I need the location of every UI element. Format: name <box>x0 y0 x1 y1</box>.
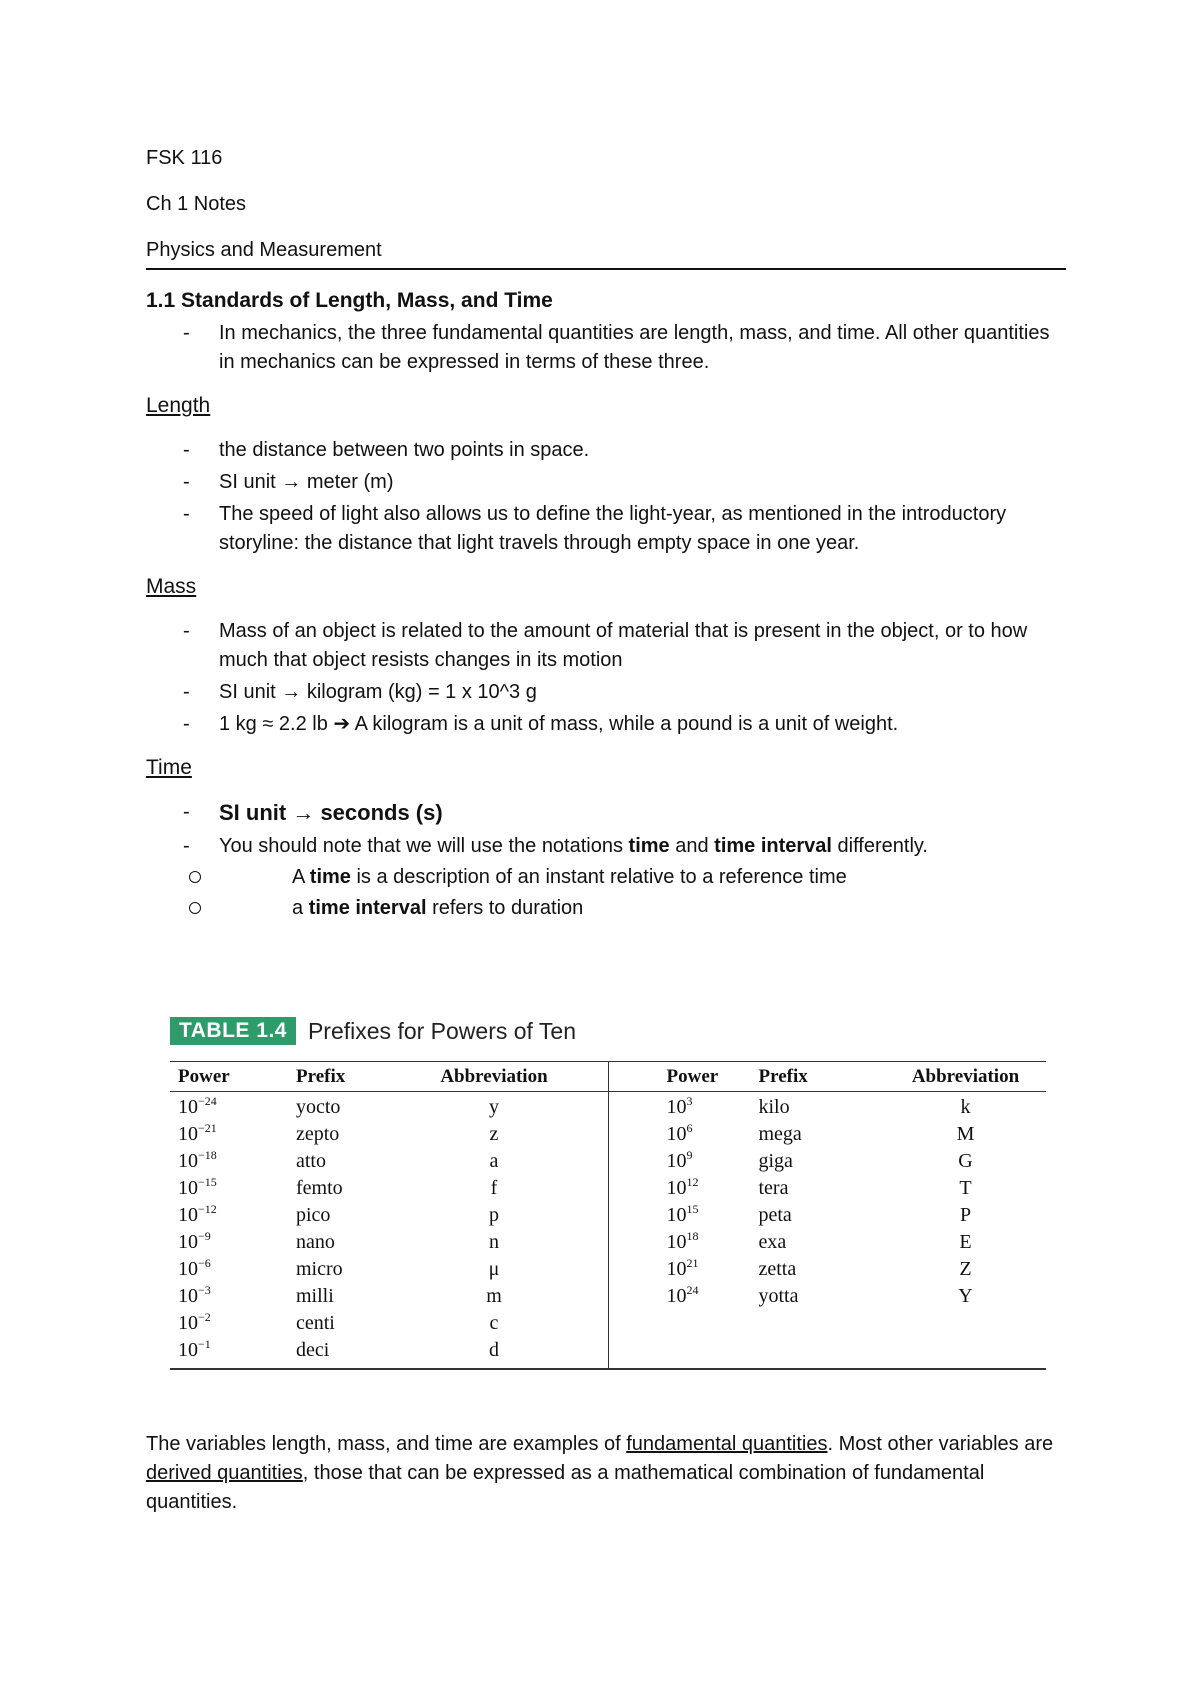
list-item <box>219 894 1066 923</box>
prefix-cell: yocto <box>296 1096 341 1118</box>
power-base: 10 <box>666 1123 687 1145</box>
prefix-cell: femto <box>296 1177 343 1199</box>
text-run: A <box>292 866 310 888</box>
table-row <box>170 1094 608 1121</box>
time-sublist <box>219 863 1066 923</box>
table-header <box>170 1014 1046 1048</box>
table-row <box>170 1121 608 1148</box>
abbreviation-cell: μ <box>488 1258 500 1280</box>
power-base: 10 <box>666 1231 687 1253</box>
text-run: differently. <box>831 835 928 857</box>
table-row <box>170 1283 608 1310</box>
list-item <box>146 436 1066 465</box>
abbreviation-cell: P <box>959 1204 972 1226</box>
table-rows-positive <box>609 1092 1047 1314</box>
text-run: . Most other variables are <box>827 1433 1054 1455</box>
power-cell <box>170 1283 296 1310</box>
prefix-cell: deci <box>296 1339 330 1361</box>
prefix-cell: exa <box>758 1231 787 1253</box>
prefix-cell: yotta <box>758 1285 799 1307</box>
list-item <box>146 798 1066 829</box>
table-row <box>170 1310 608 1337</box>
text-run: is a description of an instant relative to a reference time <box>350 866 847 888</box>
power-base: 10 <box>178 1177 198 1199</box>
closing-paragraph <box>146 1430 1066 1517</box>
list-item <box>146 832 1066 923</box>
bold-term: time interval <box>308 897 427 919</box>
abbreviation-cell: c <box>489 1312 499 1334</box>
power-exponent: −15 <box>198 1175 217 1189</box>
power-base: 10 <box>666 1285 687 1307</box>
abbreviation-cell: E <box>959 1231 972 1253</box>
underlined-term: fundamental quantities <box>626 1433 828 1455</box>
mass-item-text: 1 kg ≈ 2.2 lb ➔ A kilogram is a unit of mass, while a pound is a unit of weight. <box>219 713 899 735</box>
power-exponent: −9 <box>198 1229 211 1243</box>
text-run: and <box>669 835 715 857</box>
power-cell <box>170 1148 296 1175</box>
power-cell <box>609 1202 759 1229</box>
power-cell <box>609 1175 759 1202</box>
prefix-cell: centi <box>296 1312 335 1334</box>
abbreviation-cell: k <box>960 1096 971 1118</box>
table-row <box>609 1148 1047 1175</box>
power-cell <box>609 1283 759 1310</box>
power-exponent: 9 <box>686 1148 693 1162</box>
prefix-cell: kilo <box>758 1096 790 1118</box>
power-cell <box>170 1337 296 1364</box>
table-row <box>170 1337 608 1364</box>
length-item-text: the distance between two points in space. <box>219 439 590 461</box>
mass-heading: Mass <box>146 575 197 598</box>
prefix-cell: zepto <box>296 1123 340 1145</box>
list-item <box>219 863 1066 892</box>
circle-bullet-icon <box>189 902 201 914</box>
notes-body <box>146 144 1066 926</box>
section-heading: 1.1 Standards of Length, Mass, and Time <box>146 289 553 312</box>
prefix-table <box>170 1061 1046 1370</box>
text-run: , those that can be expressed as a mathematical combination of fundamental quantities. <box>146 1462 985 1513</box>
abbreviation-cell: Z <box>959 1258 972 1280</box>
mass-list <box>146 617 1066 739</box>
abbreviation-cell: p <box>489 1204 499 1226</box>
col-header-power: Power <box>178 1066 230 1087</box>
power-base: 10 <box>666 1204 687 1226</box>
text-run: refers to duration <box>426 897 584 919</box>
text-run: a <box>292 897 309 919</box>
power-exponent: −21 <box>198 1121 217 1135</box>
power-base: 10 <box>178 1123 198 1145</box>
notes-label: Ch 1 Notes <box>146 193 247 215</box>
underlined-term: derived quantities <box>146 1462 303 1484</box>
prefix-cell: zetta <box>758 1258 797 1280</box>
power-cell <box>170 1229 296 1256</box>
power-exponent: 3 <box>686 1094 693 1108</box>
table-row <box>170 1256 608 1283</box>
circle-bullet-icon <box>189 871 201 883</box>
time-heading: Time <box>146 756 192 779</box>
prefix-cell: micro <box>296 1258 343 1280</box>
dash-bullet: - <box>183 439 190 461</box>
col-header-prefix: Prefix <box>296 1066 346 1087</box>
power-exponent: 18 <box>686 1229 699 1243</box>
mass-item-text: SI unit → kilogram (kg) = 1 x 10^3 g <box>219 681 537 703</box>
dash-bullet: - <box>183 801 190 823</box>
abbreviation-cell: n <box>489 1231 499 1253</box>
length-item-text: The speed of light also allows us to define the light-year, as mentioned in the introductory storyline: the distance that light travels through empty space in one year. <box>219 503 1007 554</box>
dash-bullet: - <box>183 322 190 344</box>
power-exponent: 12 <box>686 1175 699 1189</box>
power-base: 10 <box>666 1177 687 1199</box>
col-header-abbreviation: Abbreviation <box>440 1066 548 1087</box>
dash-bullet: - <box>183 503 190 525</box>
power-exponent: −3 <box>198 1283 211 1297</box>
dash-bullet: - <box>183 713 190 735</box>
column-headers <box>170 1062 608 1092</box>
abbreviation-cell: a <box>489 1150 499 1172</box>
list-item <box>146 319 1066 377</box>
col-header-power: Power <box>666 1066 719 1087</box>
power-base: 10 <box>666 1150 687 1172</box>
abbreviation-cell: d <box>489 1339 499 1361</box>
power-cell <box>170 1094 296 1121</box>
table-right-half <box>609 1062 1047 1368</box>
table-row <box>609 1094 1047 1121</box>
prefix-cell: giga <box>758 1150 793 1172</box>
power-cell <box>170 1202 296 1229</box>
length-list <box>146 436 1066 558</box>
power-exponent: −6 <box>198 1256 211 1270</box>
list-item <box>146 617 1066 675</box>
prefix-cell: mega <box>758 1123 802 1145</box>
table-row <box>609 1256 1047 1283</box>
abbreviation-cell: z <box>489 1123 499 1145</box>
table-row <box>609 1202 1047 1229</box>
intro-list <box>146 319 1066 377</box>
power-cell <box>170 1310 296 1337</box>
table-left-half <box>170 1062 609 1368</box>
table-row <box>170 1202 608 1229</box>
table-row <box>609 1229 1047 1256</box>
power-exponent: −12 <box>198 1202 217 1216</box>
list-item <box>146 468 1066 497</box>
abbreviation-cell: y <box>489 1096 499 1118</box>
dash-bullet: - <box>183 681 190 703</box>
power-base: 10 <box>178 1285 198 1307</box>
table-row <box>170 1229 608 1256</box>
abbreviation-cell: M <box>956 1123 975 1145</box>
power-base: 10 <box>666 1096 687 1118</box>
power-exponent: 6 <box>686 1121 693 1135</box>
time-list <box>146 798 1066 923</box>
column-headers <box>609 1062 1047 1092</box>
power-base: 10 <box>178 1312 198 1334</box>
power-base: 10 <box>178 1204 198 1226</box>
chapter-title: Physics and Measurement <box>146 236 1066 270</box>
col-header-prefix: Prefix <box>758 1066 808 1087</box>
power-cell <box>609 1121 759 1148</box>
length-heading: Length <box>146 394 211 417</box>
course-code: FSK 116 <box>146 147 223 169</box>
table-label: TABLE 1.4 <box>170 1017 296 1045</box>
power-cell <box>609 1148 759 1175</box>
power-exponent: −1 <box>198 1337 211 1351</box>
table-rows-negative <box>170 1092 608 1368</box>
list-item <box>146 678 1066 707</box>
prefix-cell: atto <box>296 1150 326 1172</box>
power-base: 10 <box>666 1258 687 1280</box>
abbreviation-cell: m <box>486 1285 502 1307</box>
power-exponent: 15 <box>686 1202 699 1216</box>
table-row <box>170 1175 608 1202</box>
time-note-text <box>219 835 928 857</box>
dash-bullet: - <box>183 620 190 642</box>
table-caption: Prefixes for Powers of Ten <box>307 1017 576 1044</box>
bold-term: time <box>309 866 351 888</box>
dash-bullet: - <box>183 471 190 493</box>
power-cell <box>609 1229 759 1256</box>
power-base: 10 <box>178 1258 198 1280</box>
table-row <box>609 1121 1047 1148</box>
power-base: 10 <box>178 1339 198 1361</box>
prefix-cell: nano <box>296 1231 335 1253</box>
length-item-text: SI unit → meter (m) <box>219 471 394 493</box>
power-cell <box>170 1175 296 1202</box>
table-row <box>609 1175 1047 1202</box>
text-run: You should note that we will use the notations <box>219 835 629 857</box>
text-run: The variables length, mass, and time are examples of <box>146 1433 627 1455</box>
mass-item-text: Mass of an object is related to the amount of material that is present in the object, or to how much that object resists changes in its motion <box>219 620 1028 671</box>
abbreviation-cell: Y <box>958 1285 973 1307</box>
power-exponent: −2 <box>198 1310 211 1324</box>
abbreviation-cell: f <box>490 1177 498 1199</box>
dash-bullet: - <box>183 835 190 857</box>
intro-text: In mechanics, the three fundamental quantities are length, mass, and time. All other quantities in mechanics can be expressed in terms of these three. <box>219 322 1050 373</box>
power-exponent: −24 <box>198 1094 217 1108</box>
bold-term: time interval <box>714 835 832 857</box>
prefix-cell: pico <box>296 1204 331 1226</box>
power-cell <box>170 1121 296 1148</box>
prefix-cell: peta <box>758 1204 792 1226</box>
list-item <box>146 710 1066 739</box>
list-item <box>146 500 1066 558</box>
time-item-text: SI unit → seconds (s) <box>219 800 443 825</box>
col-header-abbreviation: Abbreviation <box>911 1066 1020 1087</box>
table-row <box>170 1148 608 1175</box>
power-base: 10 <box>178 1096 198 1118</box>
power-exponent: 21 <box>686 1256 699 1270</box>
bold-term: time <box>628 835 670 857</box>
abbreviation-cell: G <box>958 1150 973 1172</box>
power-cell <box>609 1256 759 1283</box>
power-base: 10 <box>178 1150 198 1172</box>
table-row <box>609 1283 1047 1310</box>
power-cell <box>170 1256 296 1283</box>
power-base: 10 <box>178 1231 198 1253</box>
power-exponent: 24 <box>686 1283 699 1297</box>
prefix-cell: tera <box>758 1177 789 1199</box>
prefix-table-figure <box>170 1014 1046 1370</box>
power-exponent: −18 <box>198 1148 217 1162</box>
abbreviation-cell: T <box>959 1177 972 1199</box>
power-cell <box>609 1094 759 1121</box>
prefix-cell: milli <box>296 1285 334 1307</box>
